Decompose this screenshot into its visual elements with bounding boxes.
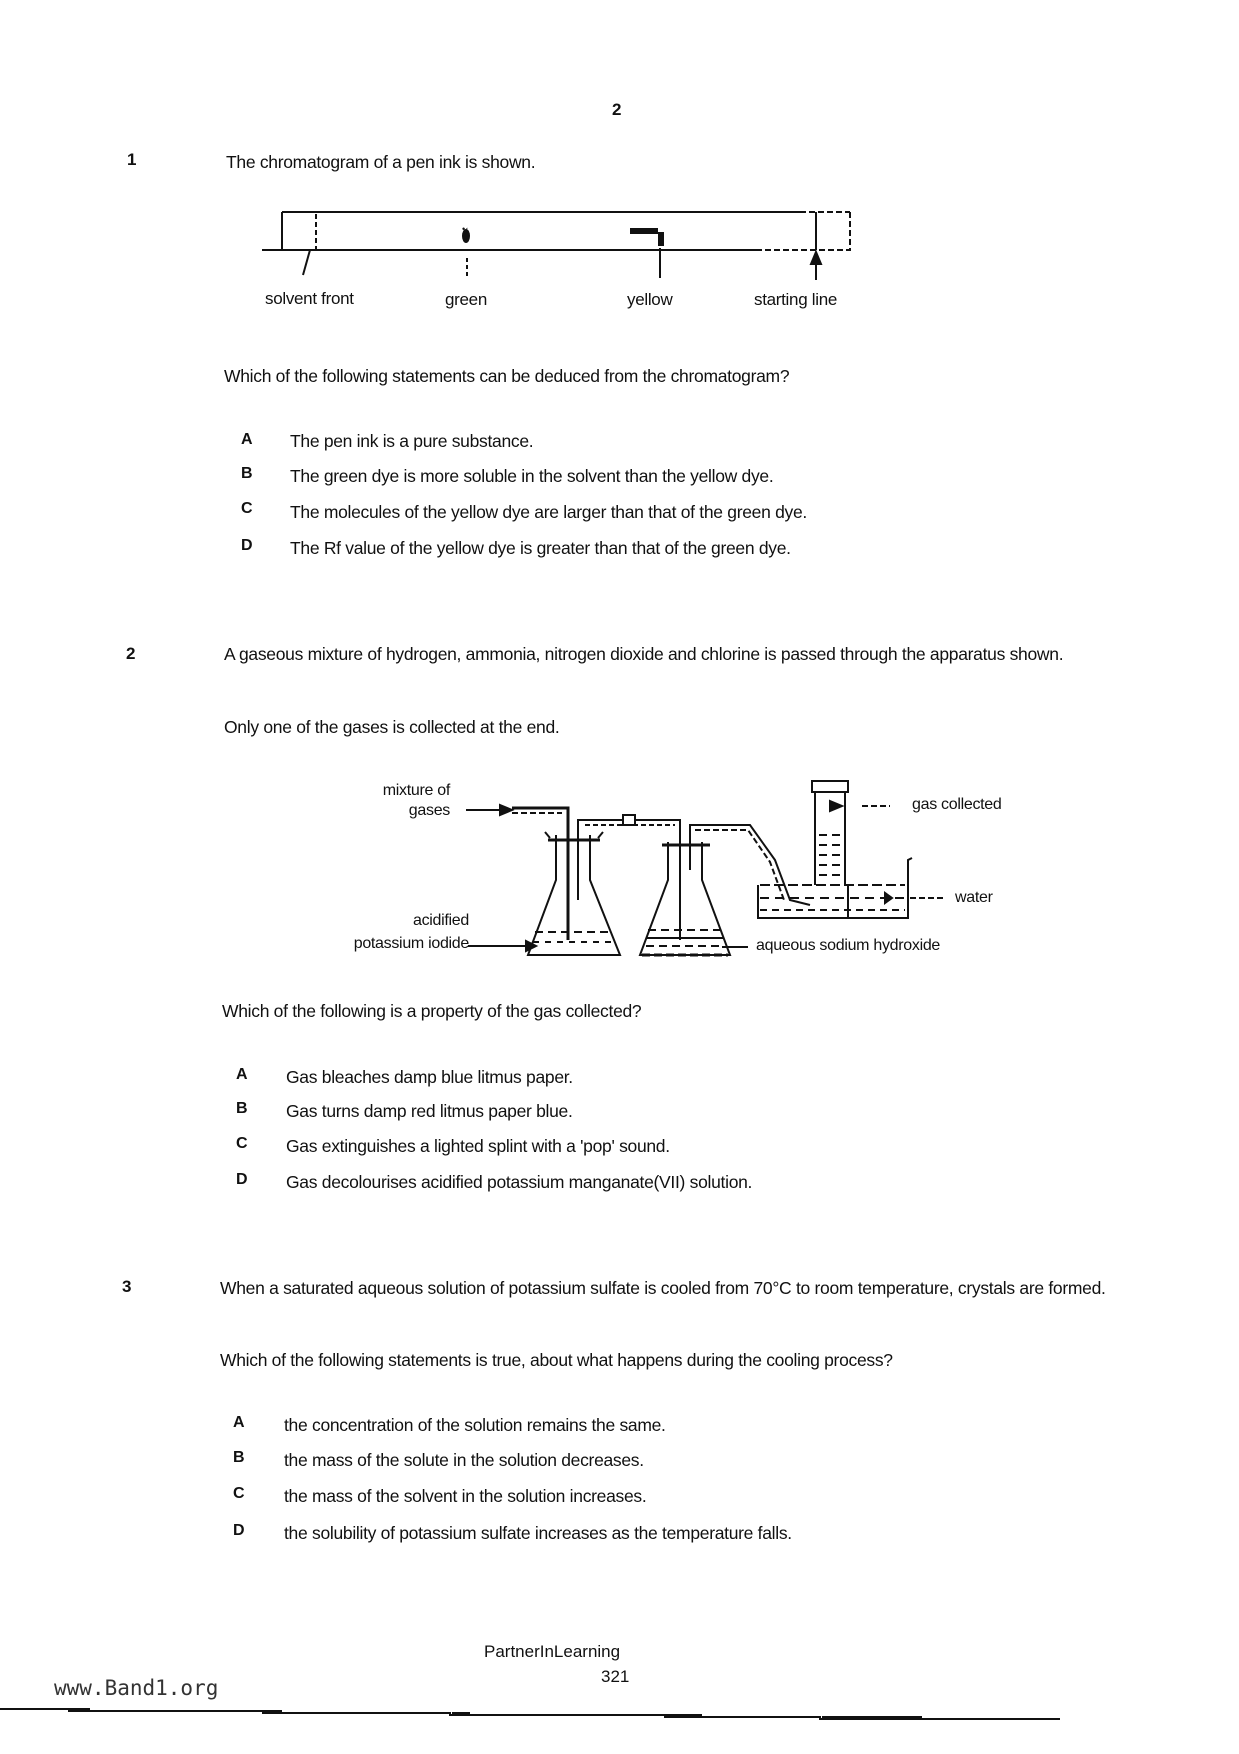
option-letter: C <box>233 1485 245 1502</box>
option-letter: A <box>233 1414 245 1431</box>
label-ki-line1: acidified <box>412 912 469 929</box>
option-letter: D <box>236 1171 248 1188</box>
page-number: 2 <box>612 100 622 119</box>
option-text: the mass of the solute in the solution decreases. <box>284 1450 644 1470</box>
question-stem: The chromatogram of a pen ink is shown. <box>226 152 536 172</box>
question-stem-2: Only one of the gases is collected at the end. <box>224 717 560 737</box>
question-stem: When a saturated aqueous solution of potassium sulfate is cooled from 70°C to room temperature, crystals are formed. <box>220 1278 1106 1298</box>
option-letter: C <box>236 1135 248 1152</box>
svg-text:•‹: •‹ <box>462 224 469 234</box>
label-water: water <box>955 889 993 906</box>
label-mixture-line2: gases <box>408 802 450 819</box>
option-text: the solubility of potassium sulfate increases as the temperature falls. <box>284 1523 792 1543</box>
option-letter: B <box>241 465 253 482</box>
footer-website: www.Band1.org <box>54 1676 219 1700</box>
option-letter: C <box>241 500 253 517</box>
option-letter: D <box>241 537 253 554</box>
question-prompt: Which of the following is a property of the gas collected? <box>222 1001 642 1021</box>
option-letter: B <box>233 1449 245 1466</box>
label-gas-collected: gas collected <box>912 796 1002 813</box>
option-letter: D <box>233 1522 245 1539</box>
question-prompt: Which of the following statements is true, about what happens during the cooling process? <box>220 1350 893 1370</box>
option-letter: A <box>241 431 253 448</box>
flask-1 <box>528 835 620 955</box>
question-number: 1 <box>127 150 137 169</box>
label-yellow: yellow <box>627 290 673 309</box>
footer-rule <box>0 1700 1239 1730</box>
question-number: 2 <box>126 644 136 663</box>
label-naoh: aqueous sodium hydroxide <box>756 937 941 954</box>
option-text: The Rf value of the yellow dye is greater than that of the green dye. <box>290 538 791 558</box>
label-solvent-front: solvent front <box>265 289 354 308</box>
option-text: Gas bleaches damp blue litmus paper. <box>286 1067 573 1087</box>
question-stem: A gaseous mixture of hydrogen, ammonia, nitrogen dioxide and chlorine is passed through the apparatus shown. <box>224 644 1064 664</box>
option-text: the mass of the solvent in the solution increases. <box>284 1486 647 1506</box>
option-text: The pen ink is a pure substance. <box>290 431 534 451</box>
label-ki-line2: potassium iodide <box>353 935 469 952</box>
label-mixture-line1: mixture of <box>382 782 450 799</box>
option-text: The molecules of the yellow dye are larger than that of the green dye. <box>290 502 807 522</box>
option-letter: A <box>236 1066 248 1083</box>
footer-brand: PartnerInLearning <box>484 1642 621 1661</box>
footer-code: 321 <box>601 1667 630 1686</box>
option-text: the concentration of the solution remains the same. <box>284 1415 666 1435</box>
gas-jar-lid <box>812 781 848 792</box>
option-text: The green dye is more soluble in the solvent than the yellow dye. <box>290 466 774 486</box>
option-letter: B <box>236 1100 248 1117</box>
label-green: green <box>445 290 487 309</box>
label-starting-line: starting line <box>754 290 838 309</box>
option-text: Gas decolourises acidified potassium manganate(VII) solution. <box>286 1172 753 1192</box>
question-prompt: Which of the following statements can be deduced from the chromatogram? <box>224 366 790 386</box>
question-number: 3 <box>122 1277 132 1296</box>
option-text: Gas extinguishes a lighted splint with a 'pop' sound. <box>286 1136 670 1156</box>
option-text: Gas turns damp red litmus paper blue. <box>286 1101 573 1121</box>
